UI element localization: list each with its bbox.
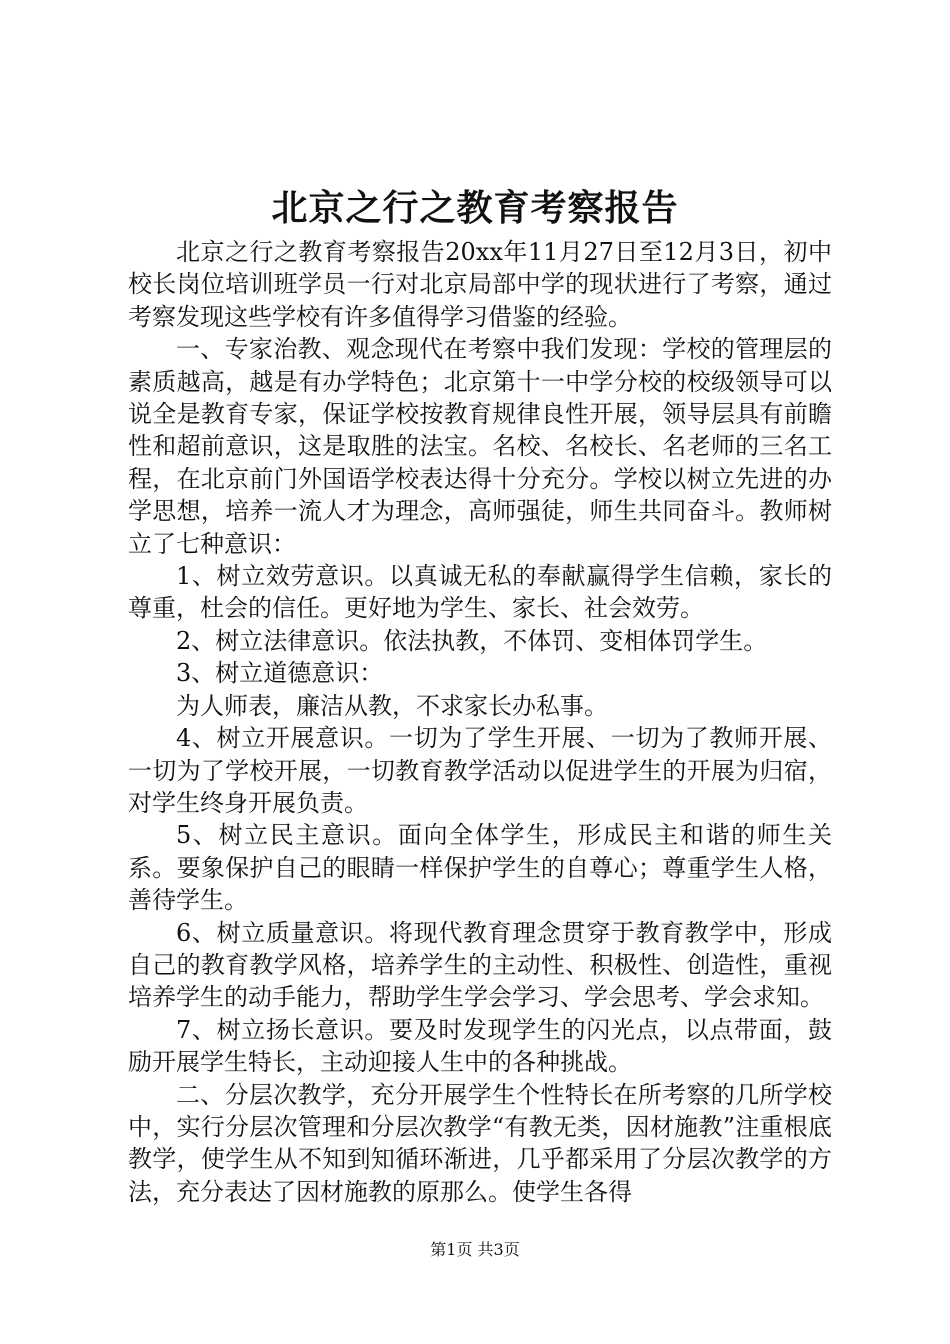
paragraph-item-4: 4、树立开展意识。一切为了学生开展、一切为了教师开展、一切为了学校开展，一切教育教学活动以促进学生的开展为归宿，对学生终身开展负责。 — [128, 724, 832, 817]
paragraph-item-3: 3、树立道德意识： — [176, 659, 384, 688]
paragraph-item-3-detail: 为人师表，廉洁从教，不求家长办私事。 — [176, 691, 608, 720]
paragraph-item-5: 5、树立民主意识。面向全体学生，形成民主和谐的师生关系。要象保护自己的眼睛一样保护学生的自尊心；尊重学生人格，善待学生。 — [128, 821, 832, 915]
paragraph-item-1: 1、树立效劳意识。以真诚无私的奉献赢得学生信赖，家长的尊重，杜会的信任。更好地为学生、家长、社会效劳。 — [128, 562, 832, 623]
page-footer: 第1页 共3页 — [430, 1240, 520, 1259]
paragraph-intro: 北京之行之教育考察报告20xx年11月27日至12月3日，初中校长岗位培训班学员一行对北京局部中学的现状进行了考察，通过考察发现这些学校有许多值得学习借鉴的经验。 — [128, 238, 832, 331]
paragraph-section-1: 一、专家治教、观念现代在考察中我们发现：学校的管理层的素质越高，越是有办学特色；北京第十一中学分校的校级领导可以说全是教育专家，保证学校按教育规律良性开展，领导层具有前瞻性和超前意识，这是取胜的法宝。名校、名校长、名老师的三名工程，在北京前门外国语学校表达得十分充分。学校以树立先进的办学思想，培养一流人才为理念，高师强徒，师生共同奋斗。教师树立了七种意识： — [128, 335, 832, 558]
document-body — [128, 236, 832, 1208]
paragraph-item-2: 2、树立法律意识。依法执教，不体罚、变相体罚学生。 — [176, 626, 768, 655]
document-title: 北京之行之教育考察报告 — [271, 187, 679, 229]
paragraph-item-7: 7、树立扬长意识。要及时发现学生的闪光点，以点带面，鼓励开展学生特长，主动迎接人生中的各种挑战。 — [128, 1015, 832, 1077]
paragraph-item-6: 6、树立质量意识。将现代教育理念贯穿于教育教学中，形成自己的教育教学风格，培养学生的主动性、积极性、创造性，重视培养学生的动手能力，帮助学生学会学习、学会思考、学会求知。 — [128, 918, 832, 1012]
paragraph-section-2: 二、分层次教学，充分开展学生个性特长在所考察的几所学校中，实行分层次管理和分层次教学“有教无类，因材施教”注重根底教学，使学生从不知到知循环渐进，几乎都采用了分层次教学的方法，充分表达了因材施教的原那么。使学生各得 — [128, 1080, 832, 1206]
